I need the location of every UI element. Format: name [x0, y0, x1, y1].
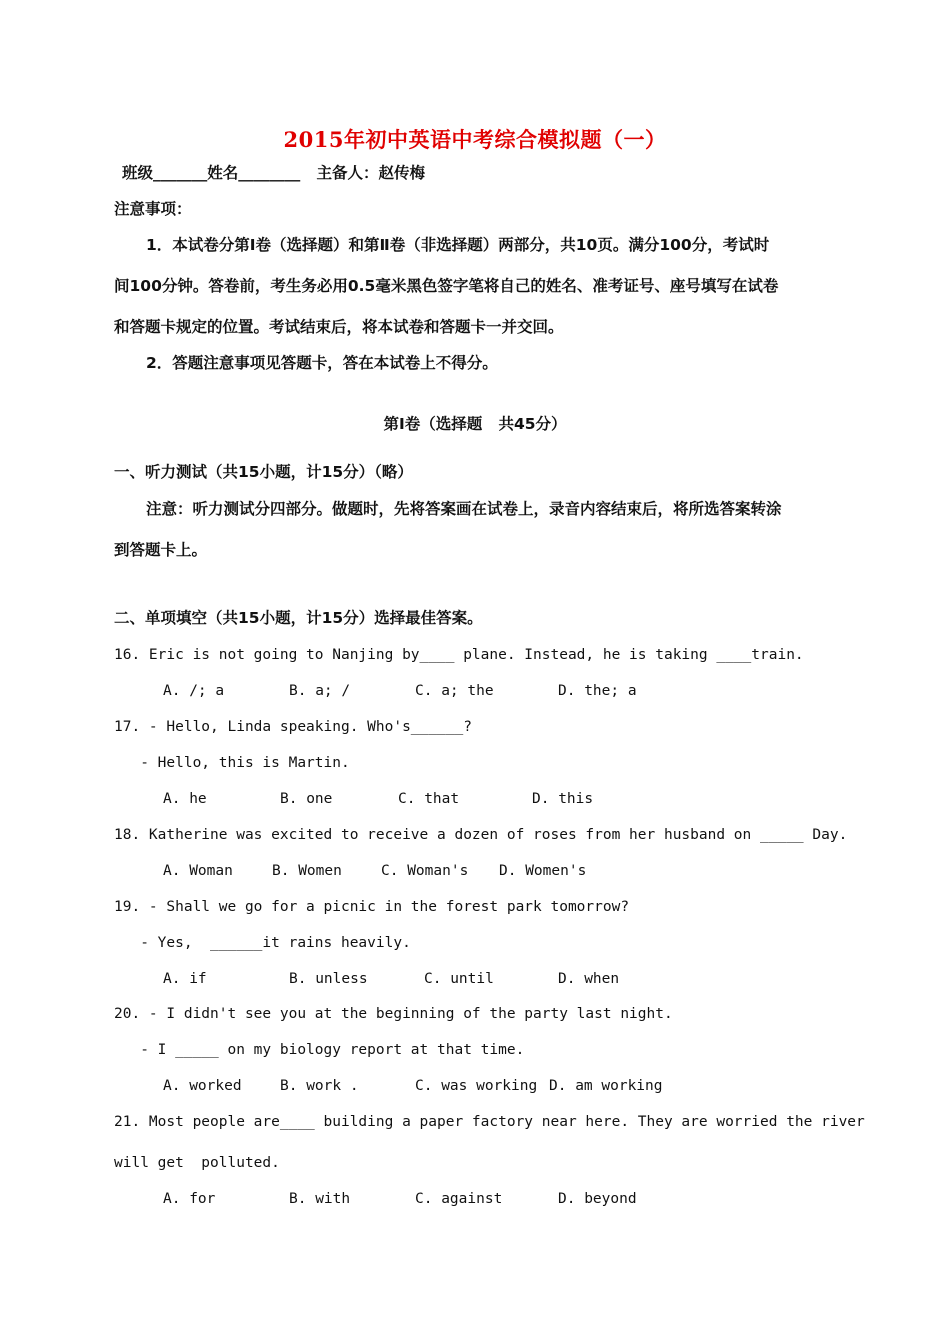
question-18-option-d: D. Women's: [499, 863, 587, 879]
class-name-line: 班级_______姓名________ 主备人：赵传梅: [122, 164, 425, 182]
question-21-option-c: C. against: [415, 1191, 503, 1207]
section-1-note-line-2: 到答题卡上。: [114, 541, 208, 559]
question-20-stem: 20. - I didn't see you at the beginning of the party last night.: [114, 1006, 673, 1022]
notice-item-1-line-2: 间100分钟。答卷前，考生务必用0.5毫米黑色签字笔将自己的姓名、准考证号、座号填写在试卷: [114, 277, 779, 295]
question-16-option-d: D. the; a: [558, 683, 637, 699]
section-2-heading: 二、单项填空（共15小题，计15分）选择最佳答案。: [114, 609, 483, 627]
question-20-option-b: B. work .: [280, 1078, 359, 1094]
question-19-option-d: D. when: [558, 971, 620, 987]
question-20-option-c: C. was working: [415, 1078, 538, 1094]
question-18-option-a: A. Woman: [163, 863, 233, 879]
question-19-option-b: B. unless: [289, 971, 368, 987]
notice-heading: 注意事项：: [114, 200, 192, 218]
notice-item-1-line-3: 和答题卡规定的位置。考试结束后，将本试卷和答题卡一并交回。: [114, 318, 564, 336]
notice-item-2: 2．答题注意事项见答题卡，答在本试卷上不得分。: [146, 354, 498, 372]
question-16-option-a: A. /; a: [163, 683, 225, 699]
question-20-reply: - I _____ on my biology report at that time.: [114, 1042, 525, 1058]
question-16-option-b: B. a; /: [289, 683, 351, 699]
question-19-reply: - Yes, ______it rains heavily.: [114, 935, 411, 951]
exam-title: 2015年初中英语中考综合模拟题（一）: [283, 127, 667, 152]
question-21-option-a: A. for: [163, 1191, 216, 1207]
question-21-stem: 21. Most people are____ building a paper factory near here. They are worried the river: [114, 1114, 865, 1130]
question-17-option-a: A. he: [163, 791, 207, 807]
question-18-option-b: B. Women: [272, 863, 342, 879]
question-18-stem: 18. Katherine was excited to receive a dozen of roses from her husband on _____ Day.: [114, 827, 848, 843]
question-20-option-a: A. worked: [163, 1078, 242, 1094]
question-19-option-a: A. if: [163, 971, 207, 987]
question-18-option-c: C. Woman's: [381, 863, 469, 879]
part-1-heading: 第Ⅰ卷（选择题 共45分）: [383, 415, 567, 433]
question-16-option-c: C. a; the: [415, 683, 494, 699]
question-17-reply: - Hello, this is Martin.: [114, 755, 350, 771]
question-20-option-d: D. am working: [549, 1078, 663, 1094]
question-21-option-b: B. with: [289, 1191, 351, 1207]
question-19-stem: 19. - Shall we go for a picnic in the forest park tomorrow?: [114, 899, 630, 915]
section-1-note-line-1: 注意：听力测试分四部分。做题时，先将答案画在试卷上，录音内容结束后，将所选答案转涂: [146, 500, 782, 518]
question-17-stem: 17. - Hello, Linda speaking. Who's______?: [114, 719, 472, 735]
question-17-option-d: D. this: [532, 791, 594, 807]
question-17-option-b: B. one: [280, 791, 333, 807]
question-17-option-c: C. that: [398, 791, 460, 807]
question-19-option-c: C. until: [424, 971, 494, 987]
notice-item-1-line-1: 1．本试卷分第Ⅰ卷（选择题）和第Ⅱ卷（非选择题）两部分，共10页。满分100分，考试时: [146, 236, 770, 254]
section-1-heading: 一、听力测试（共15小题，计15分）（略）: [114, 463, 413, 481]
question-16-stem: 16. Eric is not going to Nanjing by____ plane. Instead, he is taking ____train.: [114, 647, 804, 663]
question-21-stem-continued: will get polluted.: [114, 1155, 280, 1171]
question-21-option-d: D. beyond: [558, 1191, 637, 1207]
